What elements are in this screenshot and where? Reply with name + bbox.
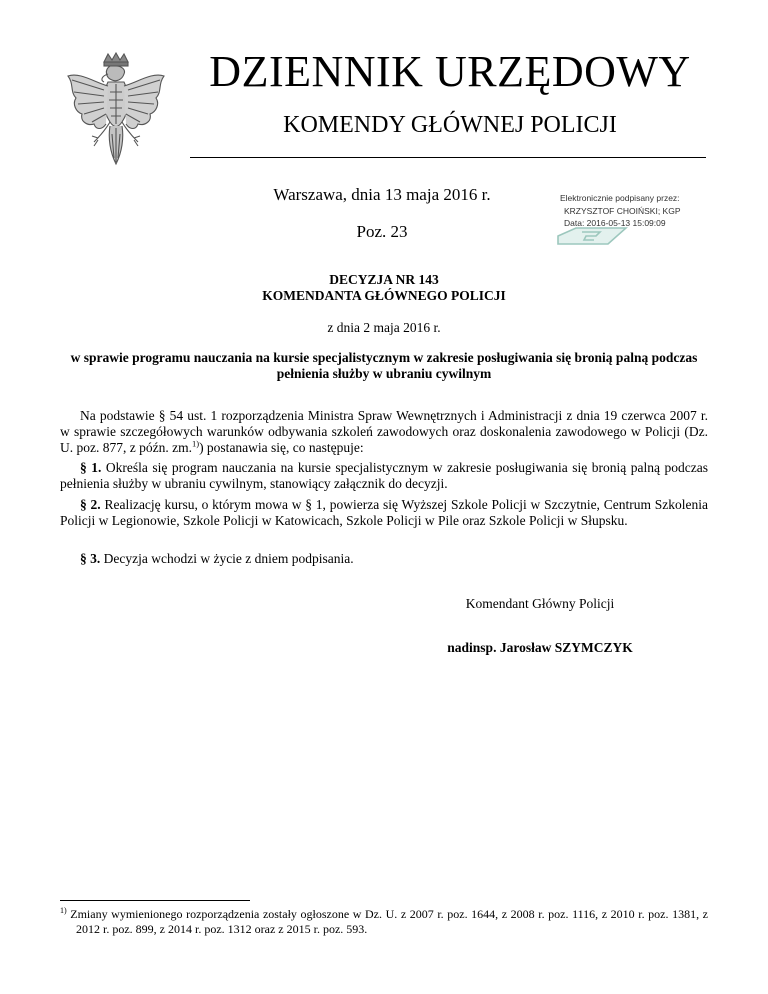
section-2-text: Realizację kursu, o którym mowa w § 1, powierza się Wyższej Szkole Policji w Szczytnie, Centrum Szkolenia Policji w Legionowie, Szkole Policji w Katowicach, Szkole Policji w Pile oraz Szkole Policji w Słupsku. <box>60 497 708 528</box>
signatory-name: nadinsp. Jarosław SZYMCZYK <box>447 640 633 655</box>
section-3-text: Decyzja wchodzi w życie z dniem podpisania. <box>100 551 354 566</box>
footnote-text: Zmiany wymienionego rozporządzenia zostały ogłoszone w Dz. U. z 2007 r. poz. 1644, z 2008 r. poz. 1116, z 2010 r. poz. 1381, z 2012 r. poz. 899, z 2014 r. poz. 1312 oraz z 2015 r. poz. 593. <box>66 907 708 936</box>
legal-basis-ending: ) postanawia się, co następuje: <box>199 440 364 455</box>
signatory-role: Komendant Główny Policji <box>465 596 615 611</box>
esign-line-2: KRZYSZTOF CHOIŃSKI; KGP <box>564 205 681 216</box>
esign-line-3: Data: 2016-05-13 15:09:09 <box>564 218 666 228</box>
footnote-mark: 1) <box>60 906 67 915</box>
decision-number: DECYZJA NR 143 <box>329 272 439 287</box>
position-number: Poz. 23 <box>356 222 408 241</box>
journal-title: DZIENNIK URZĘDOWY <box>209 47 691 96</box>
decision-title <box>60 272 708 304</box>
footnote <box>60 907 708 937</box>
section-1 <box>60 460 708 492</box>
section-2 <box>60 497 708 529</box>
place-date: Warszawa, dnia 13 maja 2016 r. <box>273 185 491 204</box>
signature-seal-icon <box>556 226 628 246</box>
section-1-label: § 1. <box>80 460 102 475</box>
decision-date: z dnia 2 maja 2016 r. <box>327 320 441 335</box>
section-3 <box>60 551 708 567</box>
journal-subtitle: KOMENDY GŁÓWNEJ POLICJI <box>283 112 617 138</box>
section-3-label: § 3. <box>80 551 101 566</box>
footnote-reference: 1) <box>191 438 200 449</box>
electronic-signature-stamp <box>560 192 710 230</box>
legal-basis-paragraph <box>60 408 708 456</box>
section-1-text: Określa się program nauczania na kursie specjalistycznym w zakresie posługiwania się bronią palną podczas pełnienia służby w ubraniu cywilnym, stanowiący załącznik do decyzji. <box>60 460 708 491</box>
eagle-emblem-icon <box>64 52 168 168</box>
section-2-label: § 2. <box>80 497 101 512</box>
legal-basis-text: Na podstawie § 54 ust. 1 rozporządzenia Ministra Spraw Wewnętrznych i Administracji z dnia 19 czerwca 2007 r. w sprawie szczegółowych warunków odbywania szkoleń zawodowych oraz doskonalenia zawodowego w Policji (Dz. U. poz. 877, z późn. zm. <box>60 408 708 455</box>
decision-issuer: KOMENDANTA GŁÓWNEGO POLICJI <box>262 288 506 303</box>
esign-line-1: Elektronicznie podpisany przez: <box>560 193 680 203</box>
masthead-divider <box>190 157 706 158</box>
decision-subject: w sprawie programu nauczania na kursie specjalistycznym w zakresie posługiwania się bronią palną podczas pełnienia służby w ubraniu cywilnym <box>70 350 698 381</box>
footnote-divider <box>60 900 250 901</box>
